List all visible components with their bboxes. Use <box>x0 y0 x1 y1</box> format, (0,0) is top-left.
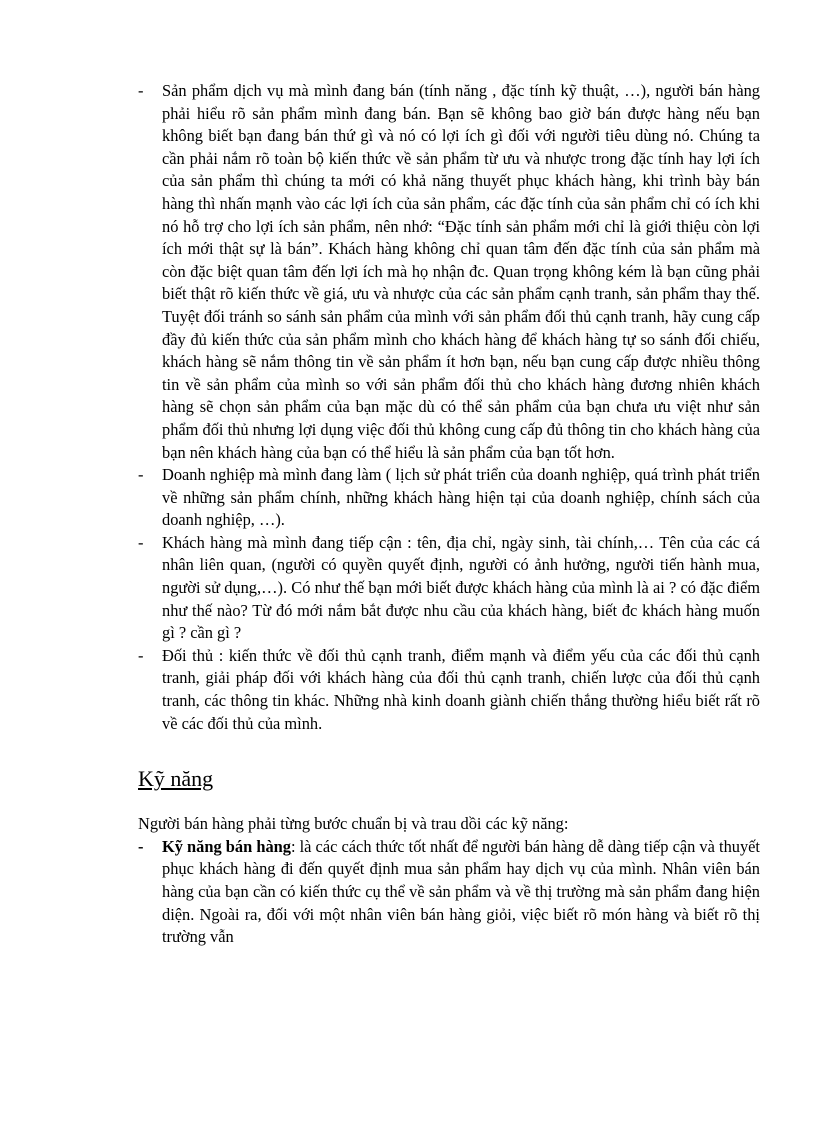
knowledge-list <box>138 80 760 735</box>
list-item-text: Doanh nghiệp mà mình đang làm ( lịch sử phát triển của doanh nghiệp, quá trình phát triển về những sản phẩm chính, những khách hàng hiện tại của doanh nghiệp, chính sách của doanh nghiệp, …). <box>162 465 760 530</box>
list-dash: - <box>138 465 144 485</box>
list-item-text: Đối thủ : kiến thức về đối thủ cạnh tranh, điểm mạnh và điểm yếu của các đối thủ cạnh tranh, giải pháp đối với khách hàng của đối thủ cạnh tranh, chiến lược của đối thủ cạnh tranh, các thông tin khác. Những nhà kinh doanh giành chiến thắng thường hiểu biết rất rõ về các đối thủ của mình. <box>162 645 760 733</box>
list-item-competitor <box>138 645 760 735</box>
section-intro: Người bán hàng phải từng bước chuẩn bị và trau dồi các kỹ năng: <box>138 814 569 834</box>
list-item-text: Khách hàng mà mình đang tiếp cận : tên, địa chỉ, ngày sinh, tài chính,… Tên của các cá nhân liên quan, (người có quyền quyết định, người có ảnh hưởng, người tiến hành mua, người sử dụng,…). Có như thế bạn mới biết được khách hàng của mình là ai ? có đặc điểm như thế nào? Từ đó mới nắm bắt được nhu cầu của khách hàng, biết đc khách hàng muốn gì ? cần gì ? <box>162 532 760 643</box>
list-dash: - <box>138 836 144 856</box>
list-dash: - <box>138 645 144 665</box>
skills-list <box>138 836 760 949</box>
section-heading: Kỹ năng <box>138 766 214 792</box>
list-dash: - <box>138 81 144 100</box>
list-dash: - <box>138 532 144 552</box>
list-item-text: Sản phẩm dịch vụ mà mình đang bán (tính năng , đặc tính kỹ thuật, …), người bán hàng phải hiểu rõ sản phẩm mình đang bán. Bạn sẽ không bao giờ bán được hàng nếu bạn không biết bạn đang bán thứ gì và nó có lợi ích gì đối với người tiêu dùng nó. Chúng ta cần phải nắm rõ toàn bộ kiến thức về sản phẩm từ ưu và nhược trong đặc tính hay lợi ích của sản phẩm thì chúng ta mới có khả năng thuyết phục khách hàng, khi trình bày bán hàng thì nhấn mạnh vào các lợi ích của sản phẩm, các đặc tính của sản phẩm chỉ có ích khi nó hỗ trợ cho lợi ích sản phẩm, nên nhớ: “Đặc tính sản phẩm mới chỉ là giới thiệu còn lợi ích mới thật sự là bán”. Khách hàng không chỉ quan tâm đến đặc tính của sản phẩm mà còn đặc biệt quan tâm đến lợi ích mà họ nhận đc. Quan trọng không kém là bạn cũng phải biết thật rõ kiến thức về giá, ưu và nhược của các sản phẩm cạnh tranh, sản phẩm thay thế. Tuyệt đối tránh so sánh sản phẩm của mình với sản phẩm đối thủ cạnh tranh, hãy cung cấp đầy đủ kiến thức của sản phẩm mình cho khách hàng để khách hàng tự so sánh đối chiếu, khách hàng sẽ nắm thông tin về sản phẩm ít hơn bạn, nếu bạn cung cấp được nhiều thông tin về sản phẩm của mình so với sản phẩm đối thủ cho khách hàng đương nhiên khách hàng sẽ chọn sản phẩm của bạn mặc dù có thể sản phẩm của bạn chưa ưu việt như sản phẩm đối thủ nhưng lợi dụng việc đối thủ không cung cấp đủ thông tin cho khách hàng của bạn nên khách hàng của bạn có thể hiểu là sản phẩm của bạn tốt hơn. <box>162 81 760 462</box>
document-page <box>138 80 760 949</box>
skill-term: Kỹ năng bán hàng <box>162 836 291 856</box>
list-item-text: : là các cách thức tốt nhất để người bán hàng dễ dàng tiếp cận và thuyết phục khách hàng đi đến quyết định mua sản phẩm hay dịch vụ của mình. Nhân viên bán hàng của bạn cần có kiến thức cụ thể về sản phẩm và về thị trường mà sản phẩm đang hiện diện. Ngoài ra, đối với một nhân viên bán hàng giỏi, việc biết rõ món hàng và biết rõ thị trường vẫn <box>162 836 760 947</box>
list-item-company <box>138 464 760 532</box>
list-item-customer <box>138 532 760 645</box>
list-item-sales-skill <box>138 836 760 949</box>
list-item-product <box>138 80 760 464</box>
